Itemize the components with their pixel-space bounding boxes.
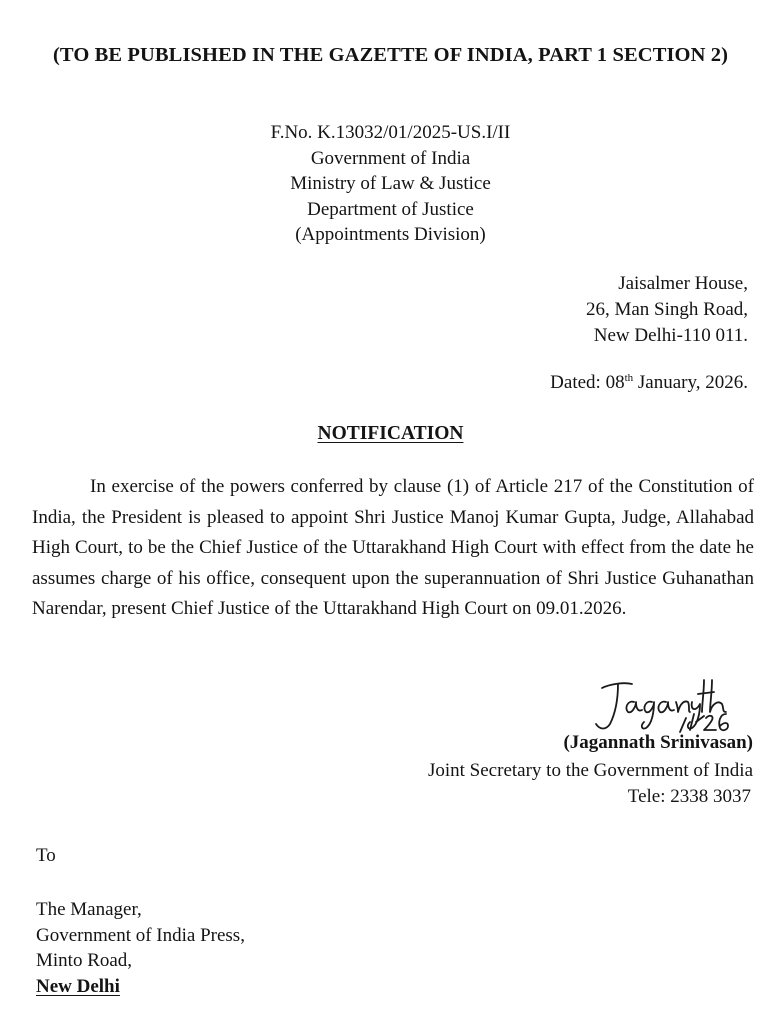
notification-title-text: NOTIFICATION [317,423,464,444]
recipient-address [36,897,245,999]
address-line-2: 26, Man Singh Road, [585,299,748,320]
office-address [586,271,748,349]
signatory-name: (Jagannath Srinivasan) [563,732,753,753]
handwritten-signature [580,672,740,738]
telephone: Tele: 2338 3037 [627,786,751,807]
file-number: F.No. K.13032/01/2025-US.I/II [270,122,511,143]
address-line-1: Jaisalmer House, [618,273,748,294]
notification-body: In exercise of the powers conferred by clause (1) of Article 217 of the Constitution of India, the President is pleased to appoint Shri Justice Manoj Kumar Gupta, Judge, Allahabad High Court, to be the Chief Justice of the Uttarakhand High Court with effect from the date he assumes charge of his office, consequent upon the superannuation of Shri Justice Guhanathan Narendar, present Chief Justice of the Uttarakhand High Court on 09.01.2026. [32,476,754,619]
document-header [0,120,781,248]
address-line-3: New Delhi-110 011. [593,325,748,346]
recipient-to: To [36,845,56,866]
division-name: (Appointments Division) [295,224,486,245]
ministry-name: Ministry of Law & Justice [290,173,491,194]
recipient-line-1: The Manager, [36,899,142,920]
recipient-city: New Delhi [36,975,120,997]
date-line [550,372,748,394]
date-prefix: Dated: 08 [550,372,625,393]
signatory-designation: Joint Secretary to the Government of India [427,760,753,781]
recipient-line-3: Minto Road, [36,950,133,971]
date-ordinal: th [624,372,634,384]
gazette-heading: (TO BE PUBLISHED IN THE GAZETTE OF INDIA, PART 1 SECTION 2) [53,44,728,66]
date-rest: January, 2026. [633,372,748,393]
government-name: Government of India [310,147,471,169]
notification-title [0,423,781,445]
recipient-line-2: Government of India Press, [36,924,245,946]
department-name: Department of Justice [307,198,474,220]
